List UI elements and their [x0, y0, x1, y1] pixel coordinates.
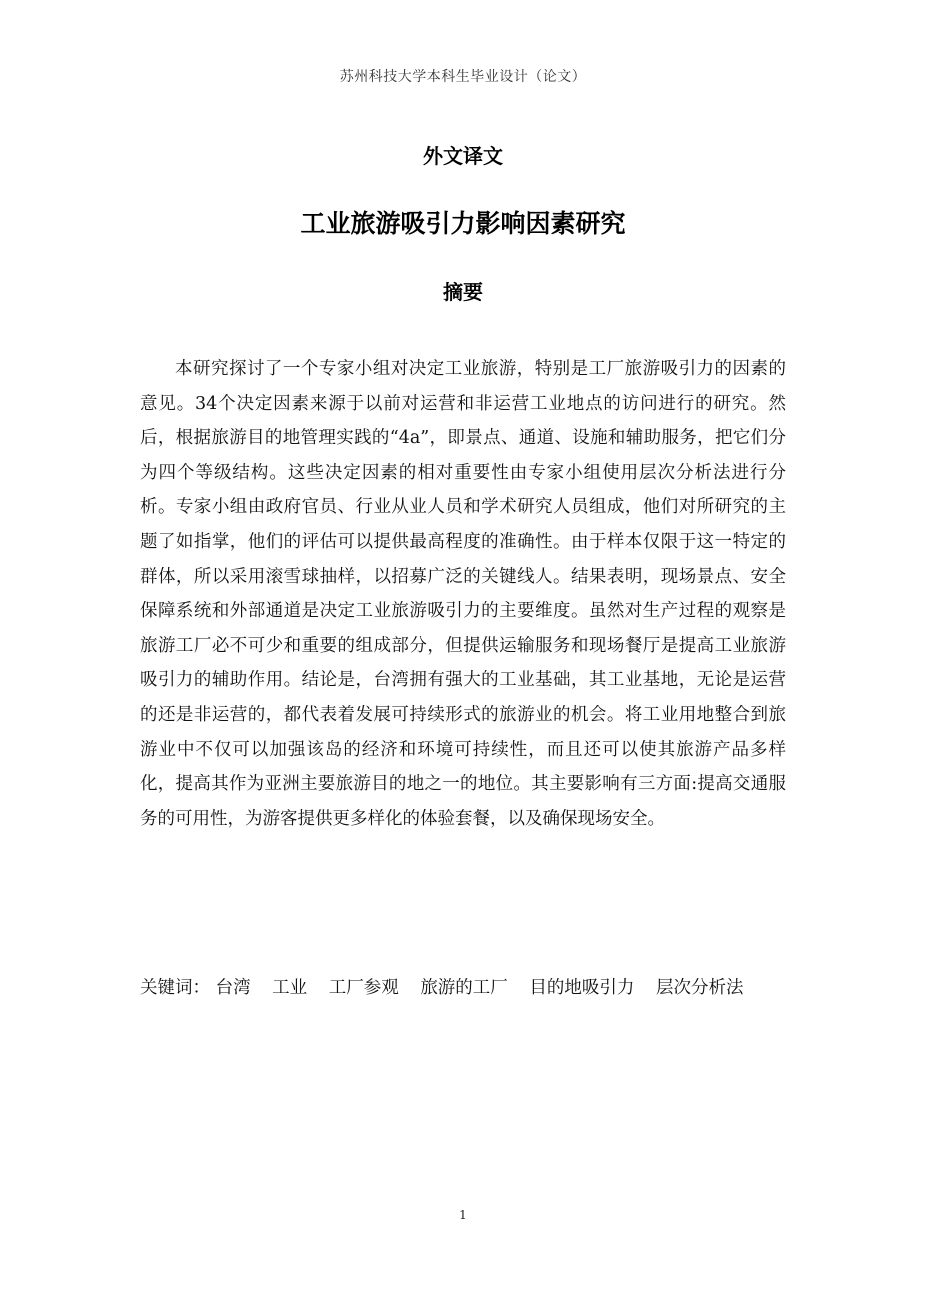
- keyword-item: 工厂参观: [328, 978, 399, 998]
- page-title: 工业旅游吸引力影响因素研究: [300, 209, 626, 238]
- running-header: 苏州科技大学本科生毕业设计（论文）: [339, 69, 587, 85]
- keywords-line: [140, 974, 840, 1002]
- abstract-heading: 摘要: [443, 280, 483, 304]
- page-number: 1: [459, 1208, 467, 1222]
- keywords-label: 关键词：: [140, 978, 210, 998]
- keyword-item: 目的地吸引力: [529, 978, 635, 998]
- keyword-item: 工业: [272, 978, 308, 998]
- keyword-item: 层次分析法: [655, 978, 744, 998]
- keyword-item: 旅游的工厂: [420, 978, 508, 998]
- abstract-body: 本研究探讨了一个专家小组对决定工业旅游，特别是工厂旅游吸引力的因素的意见。34个决定因素来源于以前对运营和非运营工业地点的访问进行的研究。然后，根据旅游目的地管理实践的“4a”，即景点、通道、设施和辅助服务，把它们分为四个等级结构。这些决定因素的相对重要性由专家小组使用层次分析法进行分析。专家小组由政府官员、行业从业人员和学术研究人员组成，他们对所研究的主题了如指掌，他们的评估可以提供最高程度的准确性。由于样本仅限于这一特定的群体，所以采用滚雪球抽样，以招募广泛的关键线人。结果表明，现场景点、安全保障系统和外部通道是决定工业旅游吸引力的主要维度。虽然对生产过程的观察是旅游工厂必不可少和重要的组成部分，但提供运输服务和现场餐厅是提高工业旅游吸引力的辅助作用。结论是，台湾拥有强大的工业基础，其工业基地，无论是运营的还是非运营的，都代表着发展可持续形式的旅游业的机会。将工业用地整合到旅游业中不仅可以加强该岛的经济和环境可持续性，而且还可以使其旅游产品多样化，提高其作为亚洲主要旅游目的地之一的地位。其主要影响有三方面:提高交通服务的可用性，为游客提供更多样化的体验套餐，以及确保现场安全。: [140, 359, 786, 829]
- keyword-item: 台湾: [215, 978, 251, 998]
- section-label: 外文译文: [423, 144, 503, 168]
